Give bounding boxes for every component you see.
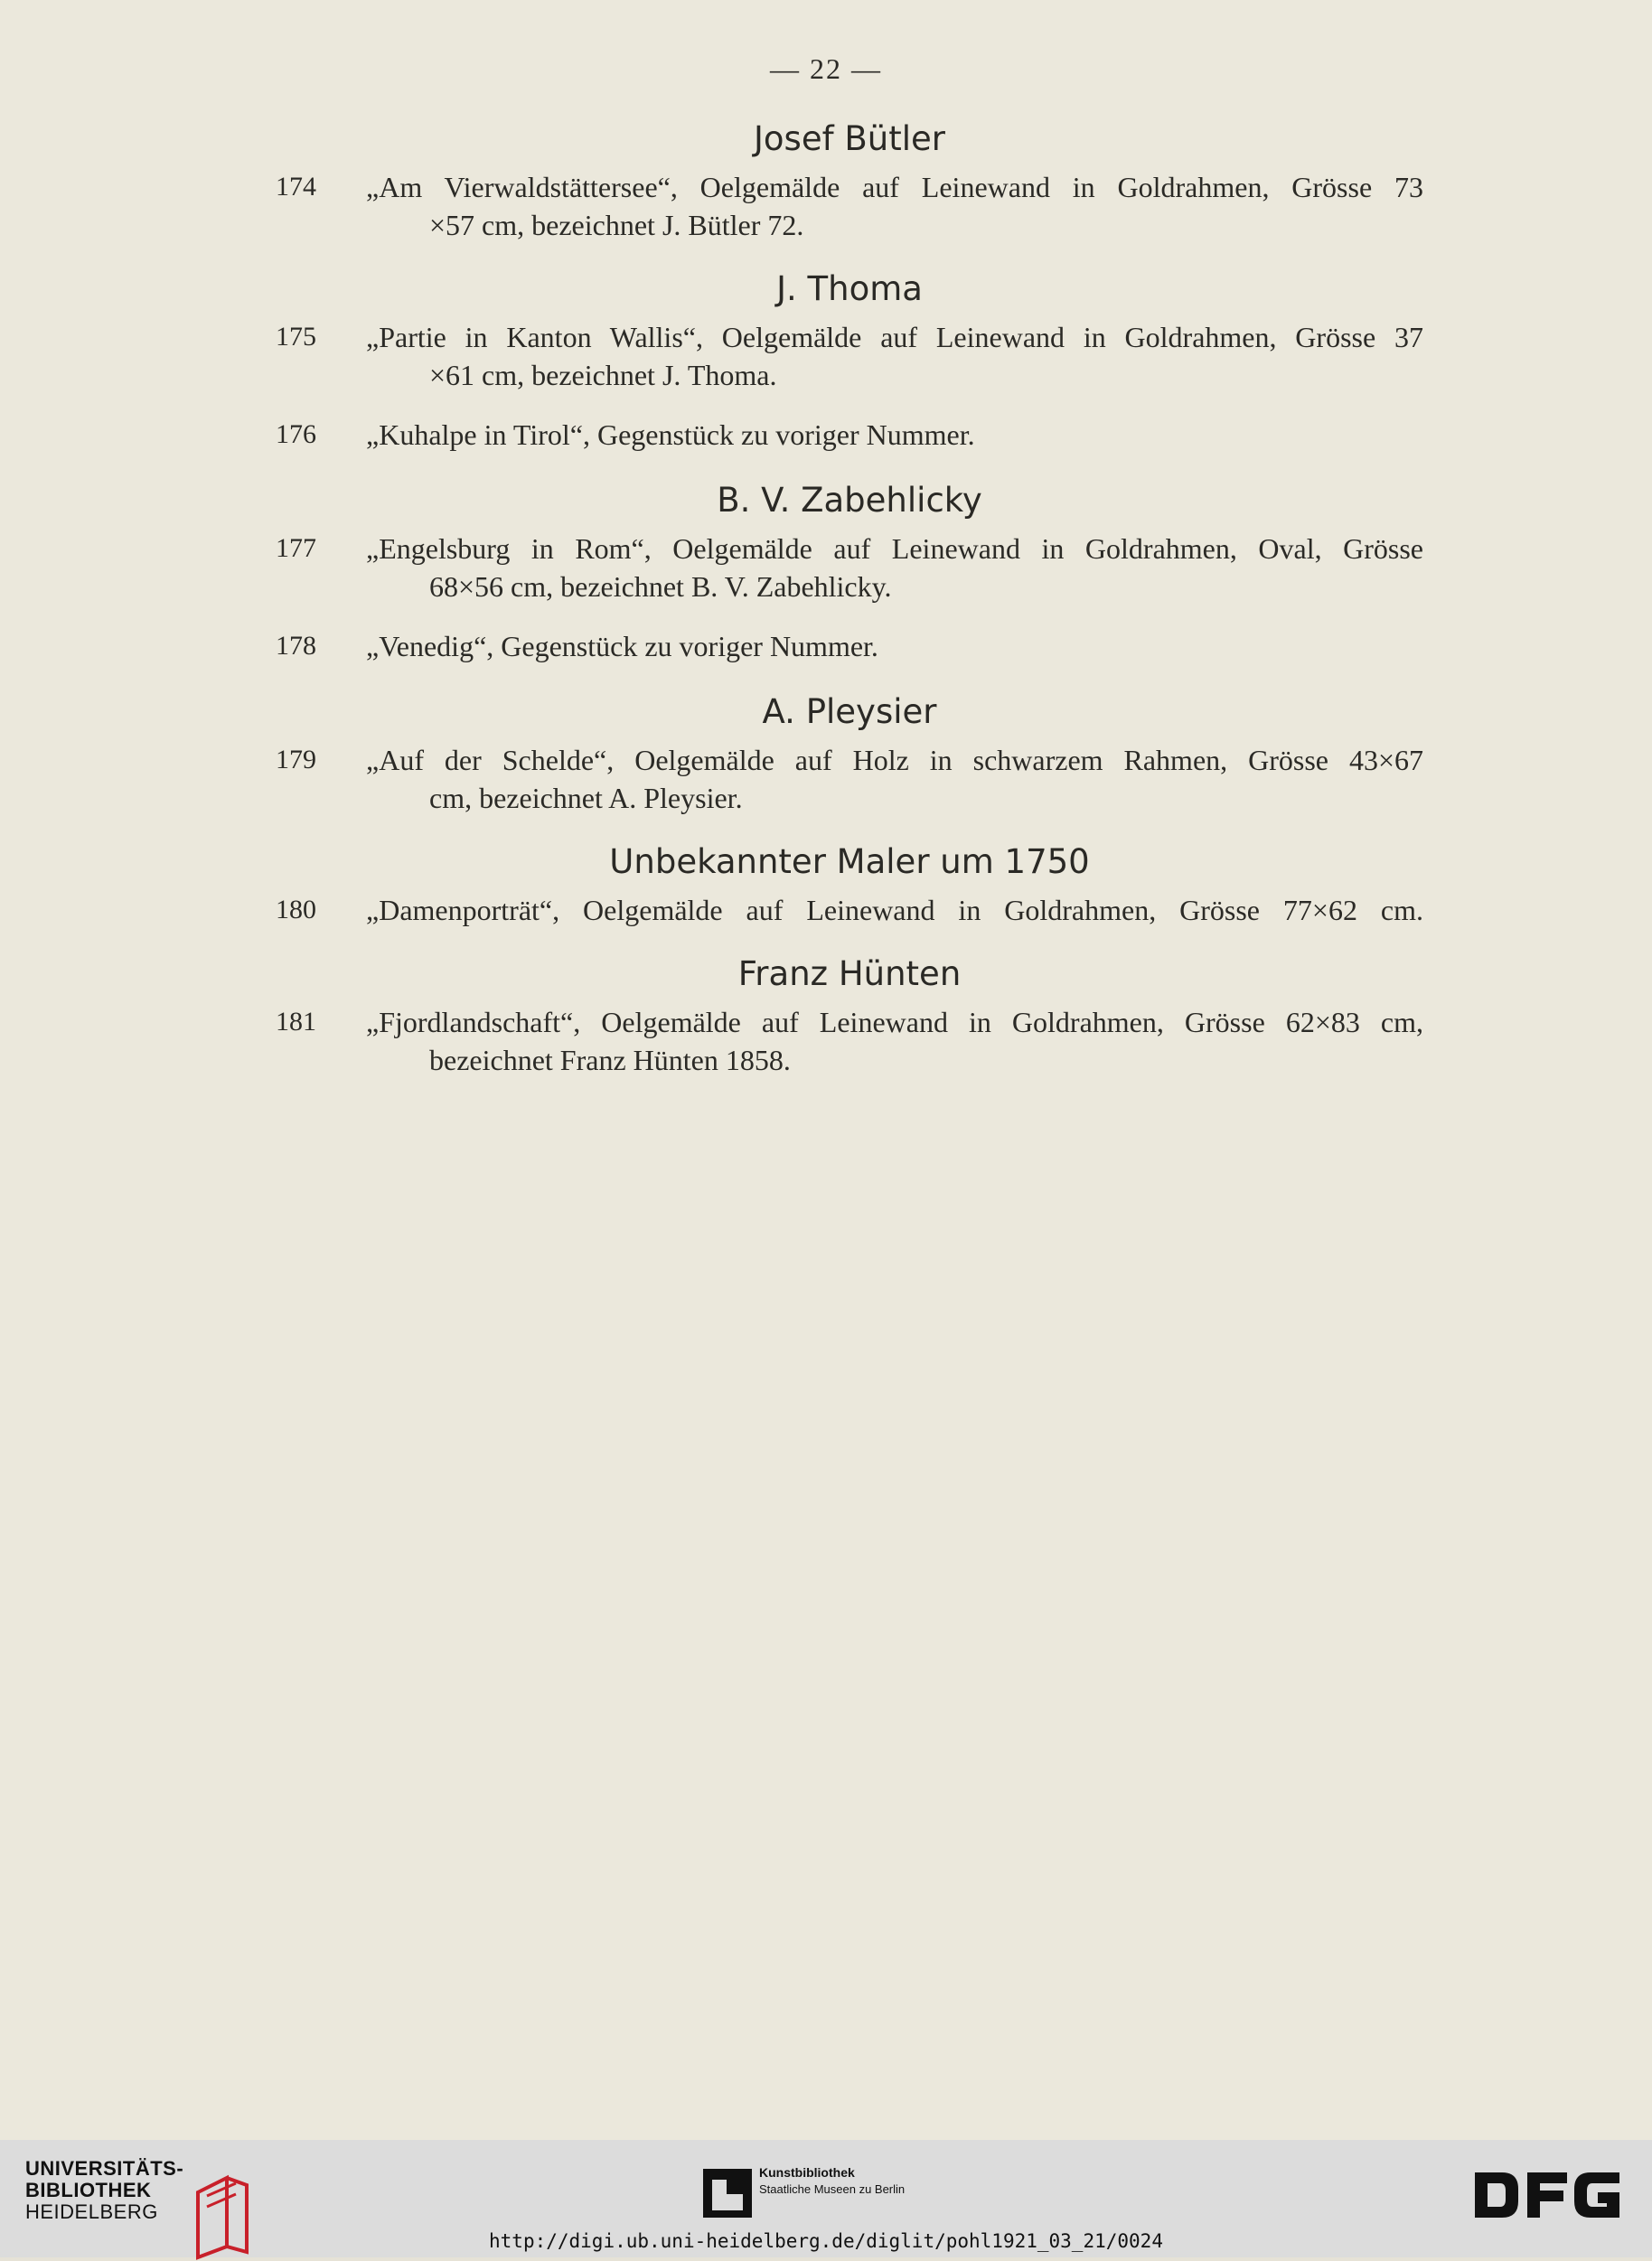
- entry-number: 175: [276, 322, 316, 352]
- entry-number: 177: [276, 533, 316, 563]
- page-number: — 22 —: [770, 52, 882, 85]
- entry-line: „Auf der Schelde“, Oelgemälde auf Holz in schwarzem Rahmen, Grösse 43×67: [366, 744, 1423, 776]
- entry-line: „Venedig“, Gegenstück zu voriger Nummer.: [366, 630, 878, 662]
- section-heading-buetler: Josef Bütler: [754, 119, 945, 158]
- section-heading-huenten: Franz Hünten: [737, 954, 962, 993]
- kunstbibliothek-mark-icon: [703, 2169, 752, 2218]
- entry-description: [366, 741, 1423, 817]
- entry-line: cm, bezeichnet A. Pleysier.: [429, 782, 743, 814]
- section-heading-unbekannter-maler: Unbekannter Maler um 1750: [609, 842, 1090, 881]
- ub-logo-line: BIBLIOTHEK: [25, 2179, 152, 2201]
- entry-line: „Damenporträt“, Oelgemälde auf Leinewand in Goldrahmen, Grösse 77×62 cm.: [366, 894, 1423, 926]
- entry-description: [366, 1003, 1423, 1079]
- entry-number: 179: [276, 745, 316, 774]
- entry-line: „Fjordlandschaft“, Oelgemälde auf Leinewand in Goldrahmen, Grösse 62×83 cm,: [366, 1006, 1423, 1038]
- page-url-link[interactable]: http://digi.ub.uni-heidelberg.de/diglit/pohl1921_03_21/0024: [489, 2230, 1163, 2252]
- ub-heidelberg-logo[interactable]: [25, 2158, 183, 2223]
- footer-bar: [0, 2140, 1652, 2257]
- kunstbibliothek-text: [759, 2163, 905, 2198]
- entry-line: bezeichnet Franz Hünten 1858.: [429, 1044, 791, 1076]
- entry-number: 174: [276, 172, 316, 202]
- kb-subtitle: Staatliche Museen zu Berlin: [759, 2182, 906, 2196]
- entry-description: [366, 318, 1423, 394]
- kb-title: Kunstbibliothek: [759, 2165, 855, 2180]
- entry-description: [366, 168, 1423, 244]
- dfg-logo[interactable]: [1471, 2169, 1625, 2221]
- entry-description: [366, 530, 1423, 605]
- section-heading-thoma: J. Thoma: [776, 269, 923, 308]
- entry-description: [366, 416, 1423, 454]
- entry-line: ×61 cm, bezeichnet J. Thoma.: [429, 359, 777, 391]
- entry-number: 178: [276, 631, 316, 661]
- entry-description: [366, 891, 1423, 929]
- ub-logo-line: UNIVERSITÄTS-: [25, 2157, 184, 2180]
- entry-description: [366, 627, 1423, 665]
- entry-number: 180: [276, 895, 316, 924]
- ub-logo-line: HEIDELBERG: [25, 2200, 158, 2223]
- entry-line: „Am Vierwaldstättersee“, Oelgemälde auf Leinewand in Goldrahmen, Grösse 73: [366, 171, 1423, 203]
- entry-line: „Partie in Kanton Wallis“, Oelgemälde auf Leinewand in Goldrahmen, Grösse 37: [366, 321, 1423, 353]
- entry-line: ×57 cm, bezeichnet J. Bütler 72.: [429, 209, 804, 241]
- section-heading-pleysier: A. Pleysier: [762, 692, 937, 731]
- entry-line: „Engelsburg in Rom“, Oelgemälde auf Leinewand in Goldrahmen, Oval, Grösse: [366, 532, 1423, 565]
- entry-line: 68×56 cm, bezeichnet B. V. Zabehlicky.: [429, 570, 892, 603]
- entry-number: 181: [276, 1007, 316, 1037]
- section-heading-zabehlicky: B. V. Zabehlicky: [717, 481, 982, 520]
- entry-line: „Kuhalpe in Tirol“, Gegenstück zu voriger Nummer.: [366, 418, 975, 451]
- entry-number: 176: [276, 419, 316, 449]
